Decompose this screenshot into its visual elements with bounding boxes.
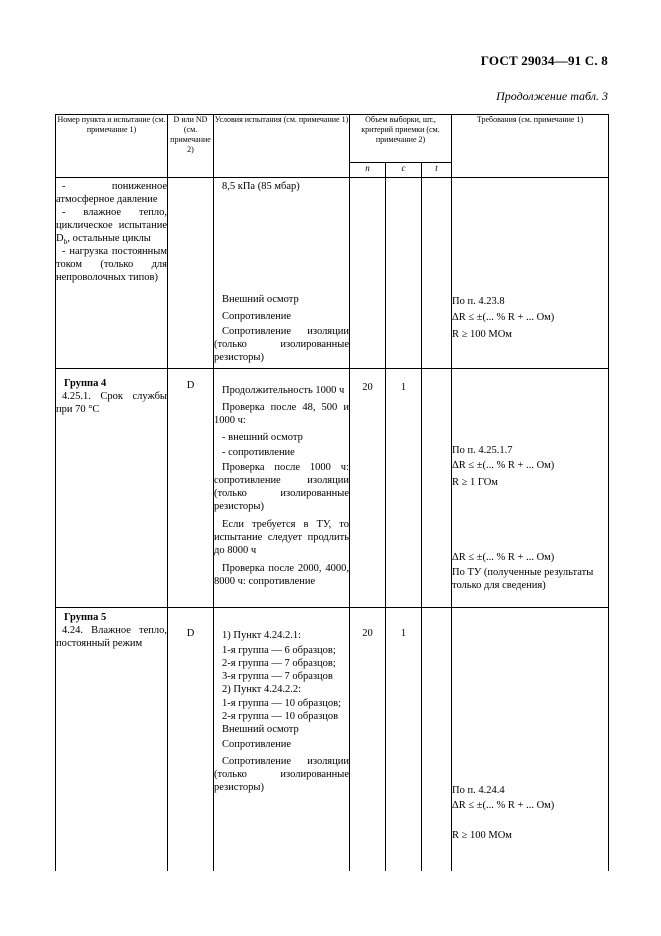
sample-n-value: 20: [362, 382, 373, 393]
condition-text: Сопротивление: [222, 311, 292, 322]
cell-c: [386, 608, 422, 871]
cell-requirements: [452, 178, 609, 369]
item-text: 4.25.1. Срок службы при 70 °С: [56, 391, 167, 415]
cell-item: [56, 178, 168, 369]
cell-conditions: [214, 369, 350, 608]
test-spec-table: [55, 114, 609, 871]
requirement-formula: ΔR ≤ ±(... % R + ... Ом): [452, 552, 555, 563]
table-row: [56, 608, 609, 871]
cell-n: [350, 369, 386, 608]
requirement-formula: ΔR ≤ ±(... % R + ... Ом): [452, 800, 555, 811]
item-text: 4.24. Влажное тепло, постоянный режим: [56, 625, 167, 649]
condition-text: 8,5 кПа (85 мбар): [222, 181, 300, 192]
page-header: ГОСТ 29034—91 С. 8: [480, 53, 608, 68]
condition-text: 1-я группа — 6 образцов;: [222, 645, 336, 656]
cell-dnd: [168, 369, 214, 608]
condition-text: 2-я группа — 10 образцов: [222, 711, 339, 722]
item-text-part: , остальные циклы: [67, 233, 151, 244]
cell-item: [56, 608, 168, 871]
condition-text: Сопротивление изоляции (только изолированные резисторы): [214, 756, 349, 793]
cell-conditions: [214, 608, 350, 871]
sample-c-value: 1: [400, 382, 407, 393]
column-header-t: t: [422, 163, 452, 178]
cell-conditions: [214, 178, 350, 369]
item-text: - пониженное атмосферное давление: [56, 181, 167, 205]
condition-text: Сопротивление: [222, 739, 292, 750]
condition-text: - внешний осмотр: [222, 432, 303, 443]
cell-t: [422, 369, 452, 608]
dnd-value: D: [186, 628, 195, 639]
requirement-formula: R ≥ 100 МОм: [452, 830, 512, 841]
column-header-requirements: Требования (см. примечание 1): [452, 115, 609, 178]
condition-text: Внешний осмотр: [222, 294, 299, 305]
requirement-text: По п. 4.25.1.7: [452, 445, 513, 456]
requirement-text: По ТУ (полученные результаты только для сведения): [452, 567, 594, 591]
cell-t: [422, 608, 452, 871]
column-header-c: c: [386, 163, 422, 178]
requirement-formula: R ≥ 1 ГОм: [452, 477, 498, 488]
condition-text: Если требуется в ТУ, то испытание следует продлить до 8000 ч: [214, 519, 349, 556]
item-text-part: - влажное тепло, циклическое испытание D: [56, 207, 167, 244]
condition-text: Проверка после 48, 500 и 1000 ч:: [214, 402, 349, 426]
cell-item: [56, 369, 168, 608]
table-row: [56, 178, 609, 369]
cell-c: [386, 369, 422, 608]
requirement-text: По п. 4.24.4: [452, 785, 505, 796]
subscript-b: b: [63, 237, 68, 247]
item-text: [56, 206, 167, 245]
requirement-formula: ΔR ≤ ±(... % R + ... Ом): [452, 312, 555, 323]
condition-text: 1) Пункт 4.24.2.1:: [222, 630, 302, 641]
cell-dnd: [168, 608, 214, 871]
requirement-formula: ΔR ≤ ±(... % R + ... Ом): [452, 460, 555, 471]
cell-t: [422, 178, 452, 369]
cell-n: [350, 178, 386, 369]
group-label: Группа 4: [64, 378, 107, 389]
condition-text: 3-я группа — 7 образцов: [222, 671, 333, 682]
column-header-item: Номер пункта и испытание (см. примечание 1): [56, 115, 168, 178]
dnd-value: D: [186, 380, 195, 391]
condition-text: - сопротивление: [222, 447, 295, 458]
column-header-conditions: Условия испытания (см. примечание 1): [214, 115, 350, 178]
cell-dnd: [168, 178, 214, 369]
sample-n-value: 20: [362, 628, 373, 639]
cell-requirements: [452, 608, 609, 871]
cell-c: [386, 178, 422, 369]
cell-n: [350, 608, 386, 871]
condition-text: Внешний осмотр: [222, 724, 299, 735]
group-label: Группа 5: [64, 612, 107, 623]
condition-text: 2-я группа — 7 образцов;: [222, 658, 336, 669]
condition-text: 2) Пункт 4.24.2.2:: [222, 684, 302, 695]
condition-text: Проверка после 1000 ч: сопротивление изоляции (только изолированные резисторы): [214, 462, 349, 512]
requirement-formula: R ≥ 100 МОм: [452, 329, 512, 340]
condition-text: 1-я группа — 10 образцов;: [222, 698, 342, 709]
item-text: - нагрузка постоянным током (только для непроволочных типов): [56, 246, 167, 283]
sample-c-value: 1: [400, 628, 407, 639]
condition-text: Продолжительность 1000 ч: [222, 385, 345, 396]
cell-requirements: [452, 369, 609, 608]
column-header-dnd: D или ND (см. примечание 2): [168, 115, 214, 178]
table-continuation-note: Продолжение табл. 3: [496, 89, 608, 103]
condition-text: Проверка после 2000, 4000, 8000 ч: сопротивление: [214, 563, 349, 587]
column-header-sample: Объем выборки, шт., критерий приемки (см. примечание 2): [350, 115, 452, 163]
column-header-n: n: [350, 163, 386, 178]
table-row: [56, 369, 609, 608]
condition-text: Сопротивление изоляции (только изолированные резисторы): [214, 326, 349, 363]
requirement-text: По п. 4.23.8: [452, 296, 505, 307]
